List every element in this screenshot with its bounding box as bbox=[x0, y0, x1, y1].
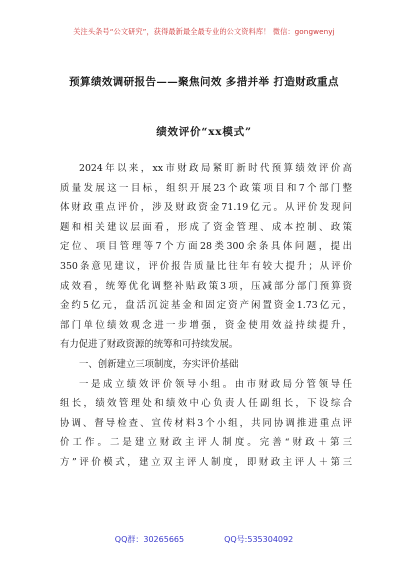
paragraph-line: 组长，绩效管理处和绩效中心负责人任副组长，下设综合 bbox=[60, 398, 352, 410]
paragraph-line: 一是成立绩效评价领导小组。由市财政局分管领导任 bbox=[79, 378, 352, 390]
document-body bbox=[60, 159, 352, 473]
paragraph-line: 2024年以来，xx市财政局紧盯新时代预算绩效评价高 bbox=[79, 163, 352, 174]
promo-banner: 关注头条号“公文研究”，获得最新最全最专业的公文资料库！ 微信：gongwenyj bbox=[73, 27, 335, 36]
paragraph-line: 部门单位绩效观念进一步增强，资金使用效益持续提升， bbox=[60, 319, 352, 331]
paragraph-line: 价工作。二是建立财政主评人制度。完善“财政＋第三 bbox=[60, 437, 352, 449]
qq-number-link[interactable]: QQ号:535304092 bbox=[224, 535, 294, 544]
paragraph-line: 350条意见建议，评价报告质量比往年有较大提升；从评价 bbox=[60, 260, 352, 272]
document-title-line2: 绩效评价“xx模式” bbox=[156, 126, 252, 138]
section-heading: 一、创新建立三项制度，夯实评价基础 bbox=[79, 358, 239, 370]
document-title-line1: 预算绩效调研报告——聚焦问效 多措并举 打造财政重点 bbox=[69, 76, 339, 88]
paragraph-line: 协调、督导检查、宣传材料3个小组，共同协调推进重点评 bbox=[60, 417, 352, 429]
paragraph-line: 成效看，统筹优化调整补贴政策3项，压减部分部门预算资 bbox=[60, 280, 352, 292]
paragraph-line: 定位、项目管理等7个方面28类300余条具体问题，提出 bbox=[60, 241, 352, 253]
paragraph-line: 质量发展这一目标，组织开展23个政策项目和7个部门整 bbox=[60, 182, 352, 194]
paragraph-line: 金约5亿元，盘活沉淀基金和固定资产闲置资金1.73亿元， bbox=[60, 300, 352, 312]
qq-group-link[interactable]: QQ群：30265665 bbox=[114, 535, 185, 544]
paragraph-line: 方”评价模式，建立双主评人制度，即财政主评人＋第三 bbox=[60, 456, 352, 468]
paragraph-line: 有力促进了财政资源的统筹和可持续发展。 bbox=[60, 339, 239, 351]
paragraph-line: 体财政重点评价，涉及财政资金71.19亿元。从评价发现问 bbox=[60, 202, 352, 214]
paragraph-line: 题和相关建议层面看，形成了资金管理、成本控制、政策 bbox=[60, 221, 352, 233]
contact-footer bbox=[0, 534, 408, 545]
